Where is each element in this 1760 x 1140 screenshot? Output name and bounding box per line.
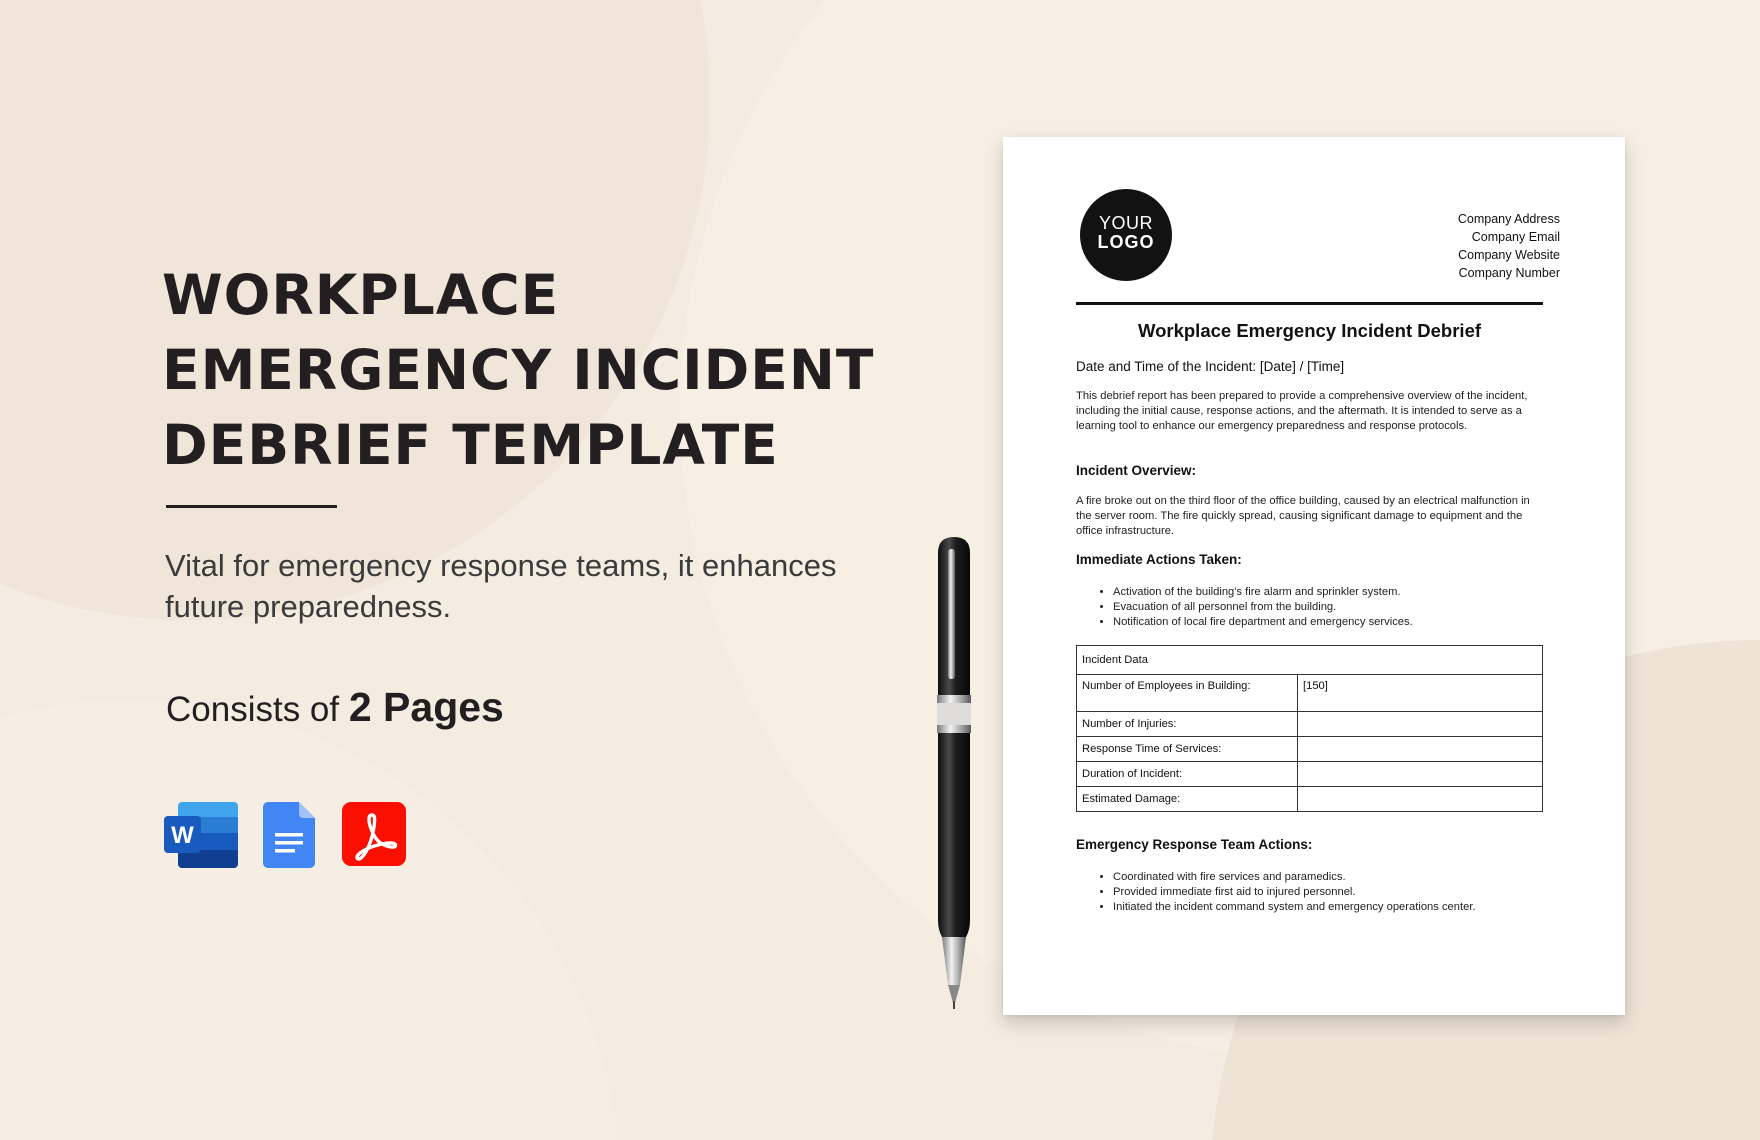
table-value-cell xyxy=(1298,762,1543,787)
logo-placeholder xyxy=(1080,189,1172,281)
list-item: • Activation of the building's fire alarm and sprinkler system. xyxy=(1113,585,1580,600)
table-row xyxy=(1077,787,1543,812)
list-item: • Notification of local fire department and emergency services. xyxy=(1113,615,1580,630)
table-label-cell: Number of Injuries: xyxy=(1077,712,1298,737)
word-icon-letter: W xyxy=(171,822,194,849)
table-label-cell: Number of Employees in Building: xyxy=(1077,675,1298,712)
table-header-cell: Incident Data xyxy=(1077,646,1543,675)
overview-paragraph: A fire broke out on the third floor of the office building, caused by an electrical malfunction in the server room. The fire quickly spread, causing significant damage to equipment and the office infrastructure. xyxy=(1076,495,1530,537)
team-actions-heading: Emergency Response Team Actions: xyxy=(1076,837,1313,852)
table-value-cell xyxy=(1298,787,1543,812)
table-header-row xyxy=(1077,646,1543,675)
document-title: Workplace Emergency Incident Debrief xyxy=(1137,320,1482,341)
pen-image xyxy=(932,535,976,1010)
intro-paragraph: This debrief report has been prepared to provide a comprehensive overview of the incident, including the initial cause, response actions, and the aftermath. It is intended to serve as a learning tool to enhance our emergency preparedness and response protocols. xyxy=(1076,390,1528,432)
pdf-icon[interactable] xyxy=(342,802,406,866)
table-row xyxy=(1077,675,1543,712)
document-page xyxy=(1003,137,1625,1015)
table-label-cell: Response Time of Services: xyxy=(1077,737,1298,762)
table-value-cell: [150] xyxy=(1298,675,1543,712)
company-address: Company Address xyxy=(1457,212,1560,226)
page-count-value: 2 Pages xyxy=(348,684,504,730)
page-count-prefix: Consists of xyxy=(166,690,349,729)
company-details xyxy=(1458,210,1560,282)
list-item: • Provided immediate first aid to injured personnel. xyxy=(1113,885,1580,900)
product-tagline: Vital for emergency response teams, it enhances future preparedness. xyxy=(165,548,837,624)
incident-data-table xyxy=(1076,645,1543,812)
table-row xyxy=(1077,737,1543,762)
logo-line-1: YOUR xyxy=(1098,213,1153,233)
table-row xyxy=(1077,762,1543,787)
page-count xyxy=(166,684,504,731)
product-title: WORKPLACE EMERGENCY INCIDENT DEBRIEF TEMPLATE xyxy=(162,263,875,477)
table-label-cell: Duration of Incident: xyxy=(1077,762,1298,787)
company-number: Company Number xyxy=(1458,266,1560,280)
title-divider xyxy=(166,505,337,508)
list-item: • Evacuation of all personnel from the building. xyxy=(1113,600,1580,615)
background-shape xyxy=(0,700,620,1140)
team-actions-list xyxy=(1076,870,1580,915)
list-item: • Coordinated with fire services and paramedics. xyxy=(1113,870,1580,885)
table-value-cell xyxy=(1298,712,1543,737)
table-label-cell: Estimated Damage: xyxy=(1077,787,1298,812)
google-docs-icon[interactable] xyxy=(263,802,315,868)
logo-line-2: LOGO xyxy=(1097,232,1155,252)
word-icon[interactable] xyxy=(164,802,238,868)
table-row xyxy=(1077,712,1543,737)
company-website: Company Website xyxy=(1458,248,1560,262)
company-email: Company Email xyxy=(1471,230,1560,244)
list-item: • Initiated the incident command system and emergency operations center. xyxy=(1113,900,1580,915)
incident-date-line: Date and Time of the Incident: [Date] / [Time] xyxy=(1076,359,1345,374)
table-value-cell xyxy=(1298,737,1543,762)
header-rule xyxy=(1076,302,1543,305)
overview-heading: Incident Overview: xyxy=(1076,463,1197,478)
actions-list xyxy=(1076,585,1580,630)
actions-heading: Immediate Actions Taken: xyxy=(1076,552,1242,567)
